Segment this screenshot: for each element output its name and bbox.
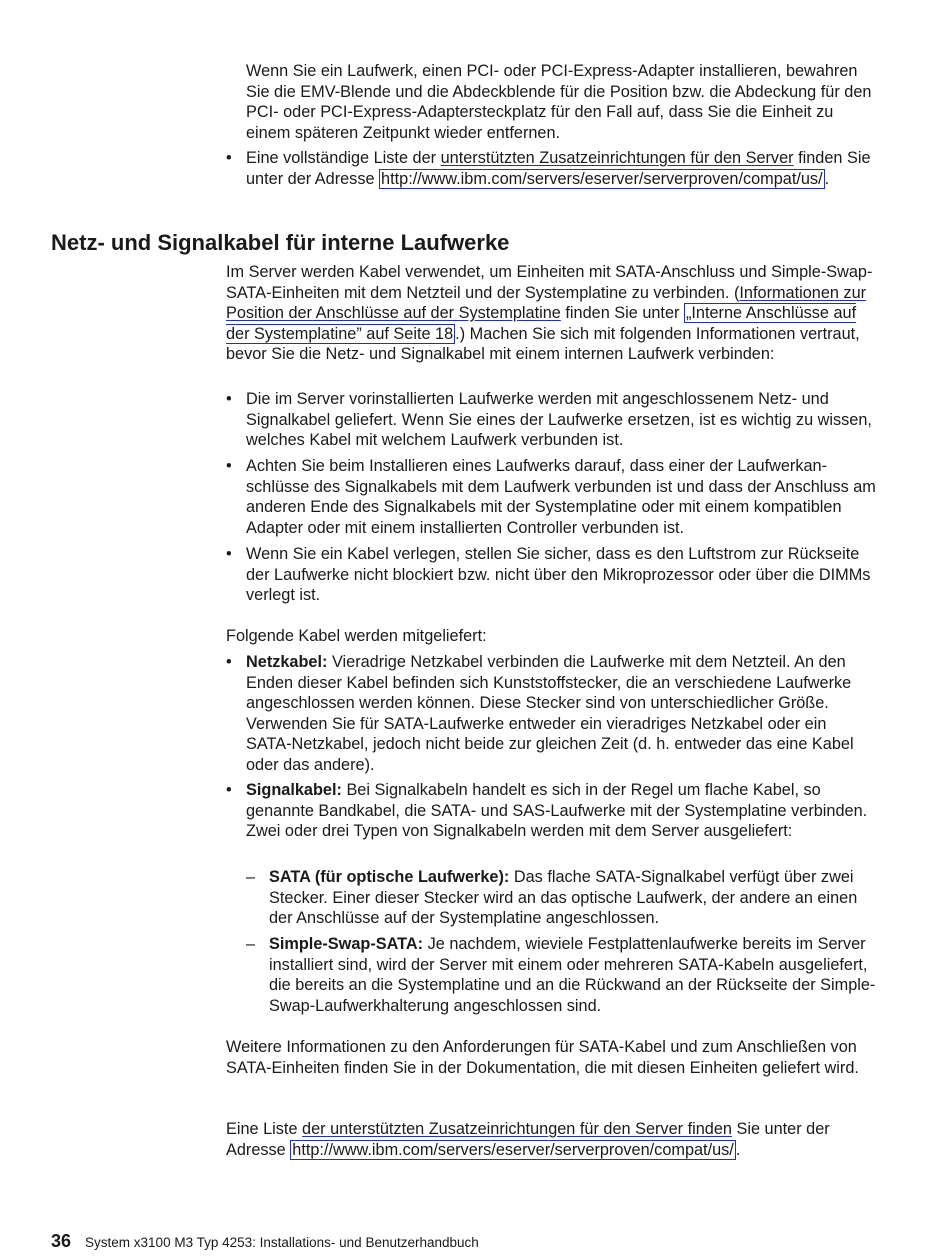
sata-cable-item: SATA (für optische Laufwerke): Das flache SATA-Signalkabel verfügt über zwei Stecker. Einer dieser Stecker wird an das optische Laufwerk, der andere an einen der Anschlüsse auf der Systemplatine angeschlossen.	[269, 868, 858, 928]
list-item: Achten Sie beim Installieren eines Laufwerks darauf, dass einer der Laufwerkanschlüsse des Signalkabels mit dem Laufwerk verbunden ist und dass der Anschluss am anderen Ende des Signalkabels mit der Systemplatine oder mit einem kompatiblen Adapter oder mit einem installierten Controller verbunden ist.	[246, 457, 876, 537]
signal-cable-item: Signalkabel: Bei Signalkabeln handelt es sich in der Regel um flache Kabel, so genannte Bandkabel, die SATA- und SAS-Laufwerke mit der Systemplatine verbinden. Zwei oder drei Typen von Signalkabeln werden mit dem Server ausgeliefert:	[246, 781, 868, 841]
serverproven-link[interactable]: http://www.ibm.com/servers/eserver/serverproven/compat/us/	[381, 169, 823, 188]
power-cable-label: Netzkabel:	[246, 653, 328, 671]
bullet-marker: •	[226, 545, 232, 563]
bullet-marker: •	[226, 653, 232, 671]
dash-marker: –	[246, 935, 256, 953]
page-footer	[51, 1231, 479, 1253]
footer-title: System x3100 M3 Typ 4253: Installations- und Benutzerhandbuch	[85, 1235, 479, 1250]
signal-cable-label: Signalkabel:	[246, 781, 342, 799]
page-number: 36	[51, 1231, 72, 1251]
bullet-marker: •	[226, 149, 232, 167]
supported-options-text: der unterstützten Zusatzeinrichtungen für den Server finden	[302, 1120, 732, 1138]
bullet-marker: •	[226, 781, 232, 799]
section-intro: Im Server werden Kabel verwendet, um Einheiten mit SATA-Anschluss und Simple-Swap-SATA-Einheiten mit dem Netzteil und der Systemplatine zu verbinden. (Informationen zur Position der Anschlüsse auf der Systemplatine finden Sie unter „Interne Anschlüsse auf der Systemplatine” auf Seite 18 .) Machen Sie sich mit folgenden Informationen vertraut, bevor Sie die Netz- und Signalkabel mit einem internen Laufwerk verbinden:	[226, 263, 873, 364]
supported-options-text: unterstützten Zusatzeinrichtungen für den Server	[440, 149, 794, 167]
bullet-marker: •	[226, 457, 232, 475]
power-cable-item: Netzkabel: Vieradrige Netzkabel verbinden die Laufwerke mit dem Netzteil. An den Enden dieser Kabel befinden sich Kunststoffstecker, die an verschiedene Laufwerke angeschlossen werden können. Diese Stecker sind von unterschiedlicher Größe. Verwenden Sie für SATA-Laufwerke entweder ein vieradriges Netzkabel oder ein SATA-Netzkabel, jedoch nicht beide zur gleichen Zeit (d. h. entweder das eine Kabel oder das andere).	[246, 653, 854, 774]
intro-paragraph: Wenn Sie ein Laufwerk, einen PCI- oder PCI-Express-Adapter installieren, bewahren Sie die EMV-Blende und die Abdeckblende für die Position bzw. die Abdeckung für den PCI- oder PCI-Express-Adaptersteckplatz für den Fall auf, dass Sie die Einheit zu einem späteren Zeitpunkt wieder entfernen.	[246, 62, 872, 142]
internal-connectors-link[interactable]: „Interne Anschlüsse auf der Systemplatine” auf Seite 18	[226, 304, 857, 343]
cables-intro: Folgende Kabel werden mitgeliefert:	[226, 627, 487, 645]
more-info-paragraph: Weitere Informationen zu den Anforderungen für SATA-Kabel und zum Anschließen von SATA-Einheiten finden Sie in der Dokumentation, die mit diesen Einheiten geliefert wird.	[226, 1038, 859, 1077]
simple-swap-cable-item: Simple-Swap-SATA: Je nachdem, wieviele Festplattenlaufwerke bereits im Server installiert sind, wird der Server mit einem oder mehreren SATA-Kabeln ausgeliefert, die bereits an die Systemplatine und an die Rückwand an der Rückseite der Simple-Swap-Laufwerkhalterung angeschlossen sind.	[269, 935, 876, 1015]
section-heading: Netz- und Signalkabel für interne Laufwerke	[51, 230, 510, 255]
connector-info-text: Informationen zur Position der Anschlüsse auf der Systemplatine	[226, 283, 867, 323]
bullet-marker: •	[226, 390, 232, 408]
sata-cable-label: SATA (für optische Laufwerke):	[269, 868, 510, 886]
list-item: Wenn Sie ein Kabel verlegen, stellen Sie sicher, dass es den Luftstrom zur Rückseite der Laufwerke nicht blockiert bzw. nicht über den Mikroprozessor oder über die DIMMs verlegt ist.	[246, 545, 871, 605]
list-item: Die im Server vorinstallierten Laufwerke werden mit angeschlossenem Netz- und Signalkabel geliefert. Wenn Sie eines der Laufwerke ersetzen, ist es wichtig zu wissen, welches Kabel mit welchem Laufwerk verbunden ist.	[246, 390, 872, 450]
simple-swap-cable-label: Simple-Swap-SATA:	[269, 935, 424, 953]
intro-bullet: Eine vollständige Liste der unterstützten Zusatzeinrichtungen für den Server finden Sie unter der Adresse http://www.ibm.com/servers/eserver/serverproven/compat/us/ .	[246, 149, 871, 188]
serverproven-link[interactable]: http://www.ibm.com/servers/eserver/serverproven/compat/us/	[292, 1140, 734, 1159]
options-list-paragraph: Eine Liste der unterstützten Zusatzeinrichtungen für den Server finden Sie unter der Adresse http://www.ibm.com/servers/eserver/serverproven/compat/us/ .	[226, 1120, 830, 1159]
dash-marker: –	[246, 868, 256, 886]
